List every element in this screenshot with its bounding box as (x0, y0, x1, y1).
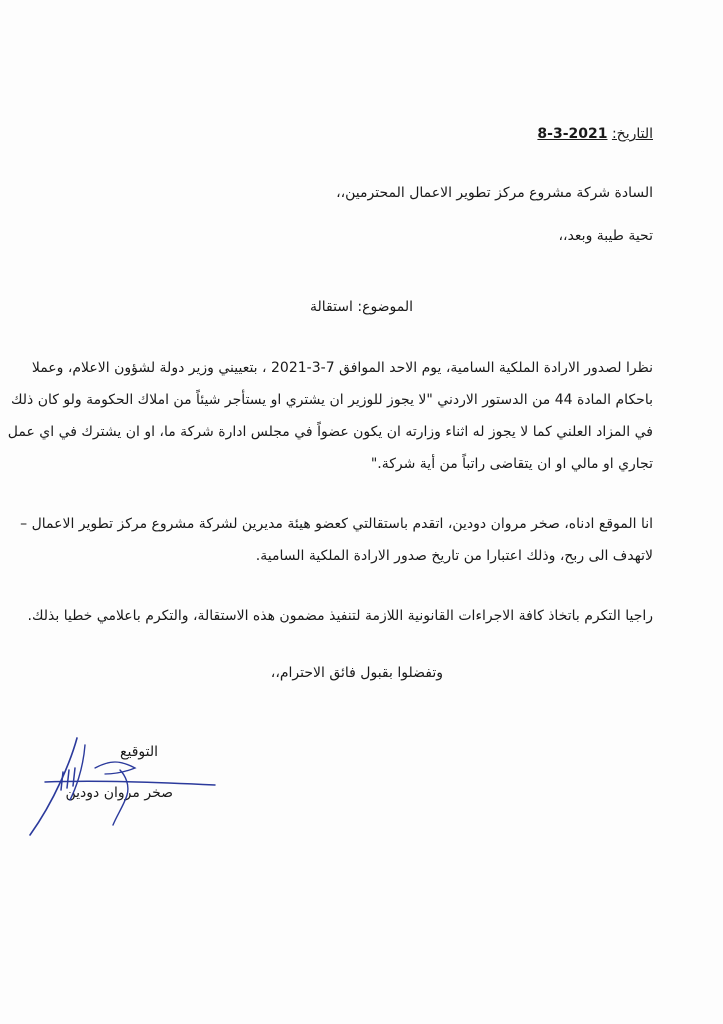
paragraph-1-line: نظرا لصدور الارادة الملكية السامية، يوم الاحد الموافق 7-3-2021 ، بتعييني وزير دولة لشؤون الاعلام، وعملا (31, 360, 653, 376)
paragraph-2 (20, 508, 653, 572)
paragraph-2-line: انا الموقع ادناه، صخر مروان دودين، اتقدم باستقالتي كعضو هيئة مديرين لشركة مشروع مركز تطوير الاعمال – (20, 516, 653, 532)
date-line (537, 124, 653, 144)
recipient-line: السادة شركة مشروع مركز تطوير الاعمال المحترمين،، (336, 185, 653, 201)
signer-name: صخر مروان دودين (65, 785, 173, 801)
paragraph-1-line: تجاري او مالي او ان يتقاضى راتباً من أية شركة." (370, 456, 653, 472)
signature-label: التوقيع (120, 744, 158, 760)
subject-line (0, 297, 723, 317)
date-label: التاريخ: (611, 126, 653, 142)
subject-text: الموضوع: استقالة (309, 299, 414, 315)
paragraph-1 (7, 352, 653, 480)
date-value: 8-3-2021 (537, 126, 608, 142)
paragraph-1-line: باحكام المادة 44 من الدستور الاردني "لا يجوز للوزير ان يشتري او يستأجر شيئاً من املاك الحكومة ولو كان ذلك (10, 392, 653, 408)
paragraph-2-line: لاتهدف الى ربح، وذلك اعتبارا من تاريخ صدور الارادة الملكية السامية. (255, 548, 653, 564)
greeting-line: تحية طيبة وبعد،، (558, 228, 653, 244)
paragraph-1-line: في المزاد العلني كما لا يجوز له اثناء وزارته ان يكون عضواً في مجلس ادارة شركة ما، او ان يشترك في اي عمل (7, 424, 653, 440)
paragraph-3 (27, 600, 653, 632)
paragraph-3-line: راجيا التكرم باتخاذ كافة الاجراءات القانونية اللازمة لتنفيذ مضمون هذه الاستقالة، والتكرم باعلامي خطيا بذلك. (27, 608, 653, 624)
closing-line: وتفضلوا بقبول فائق الاحترام،، (270, 665, 443, 681)
handwritten-signature (25, 730, 225, 840)
